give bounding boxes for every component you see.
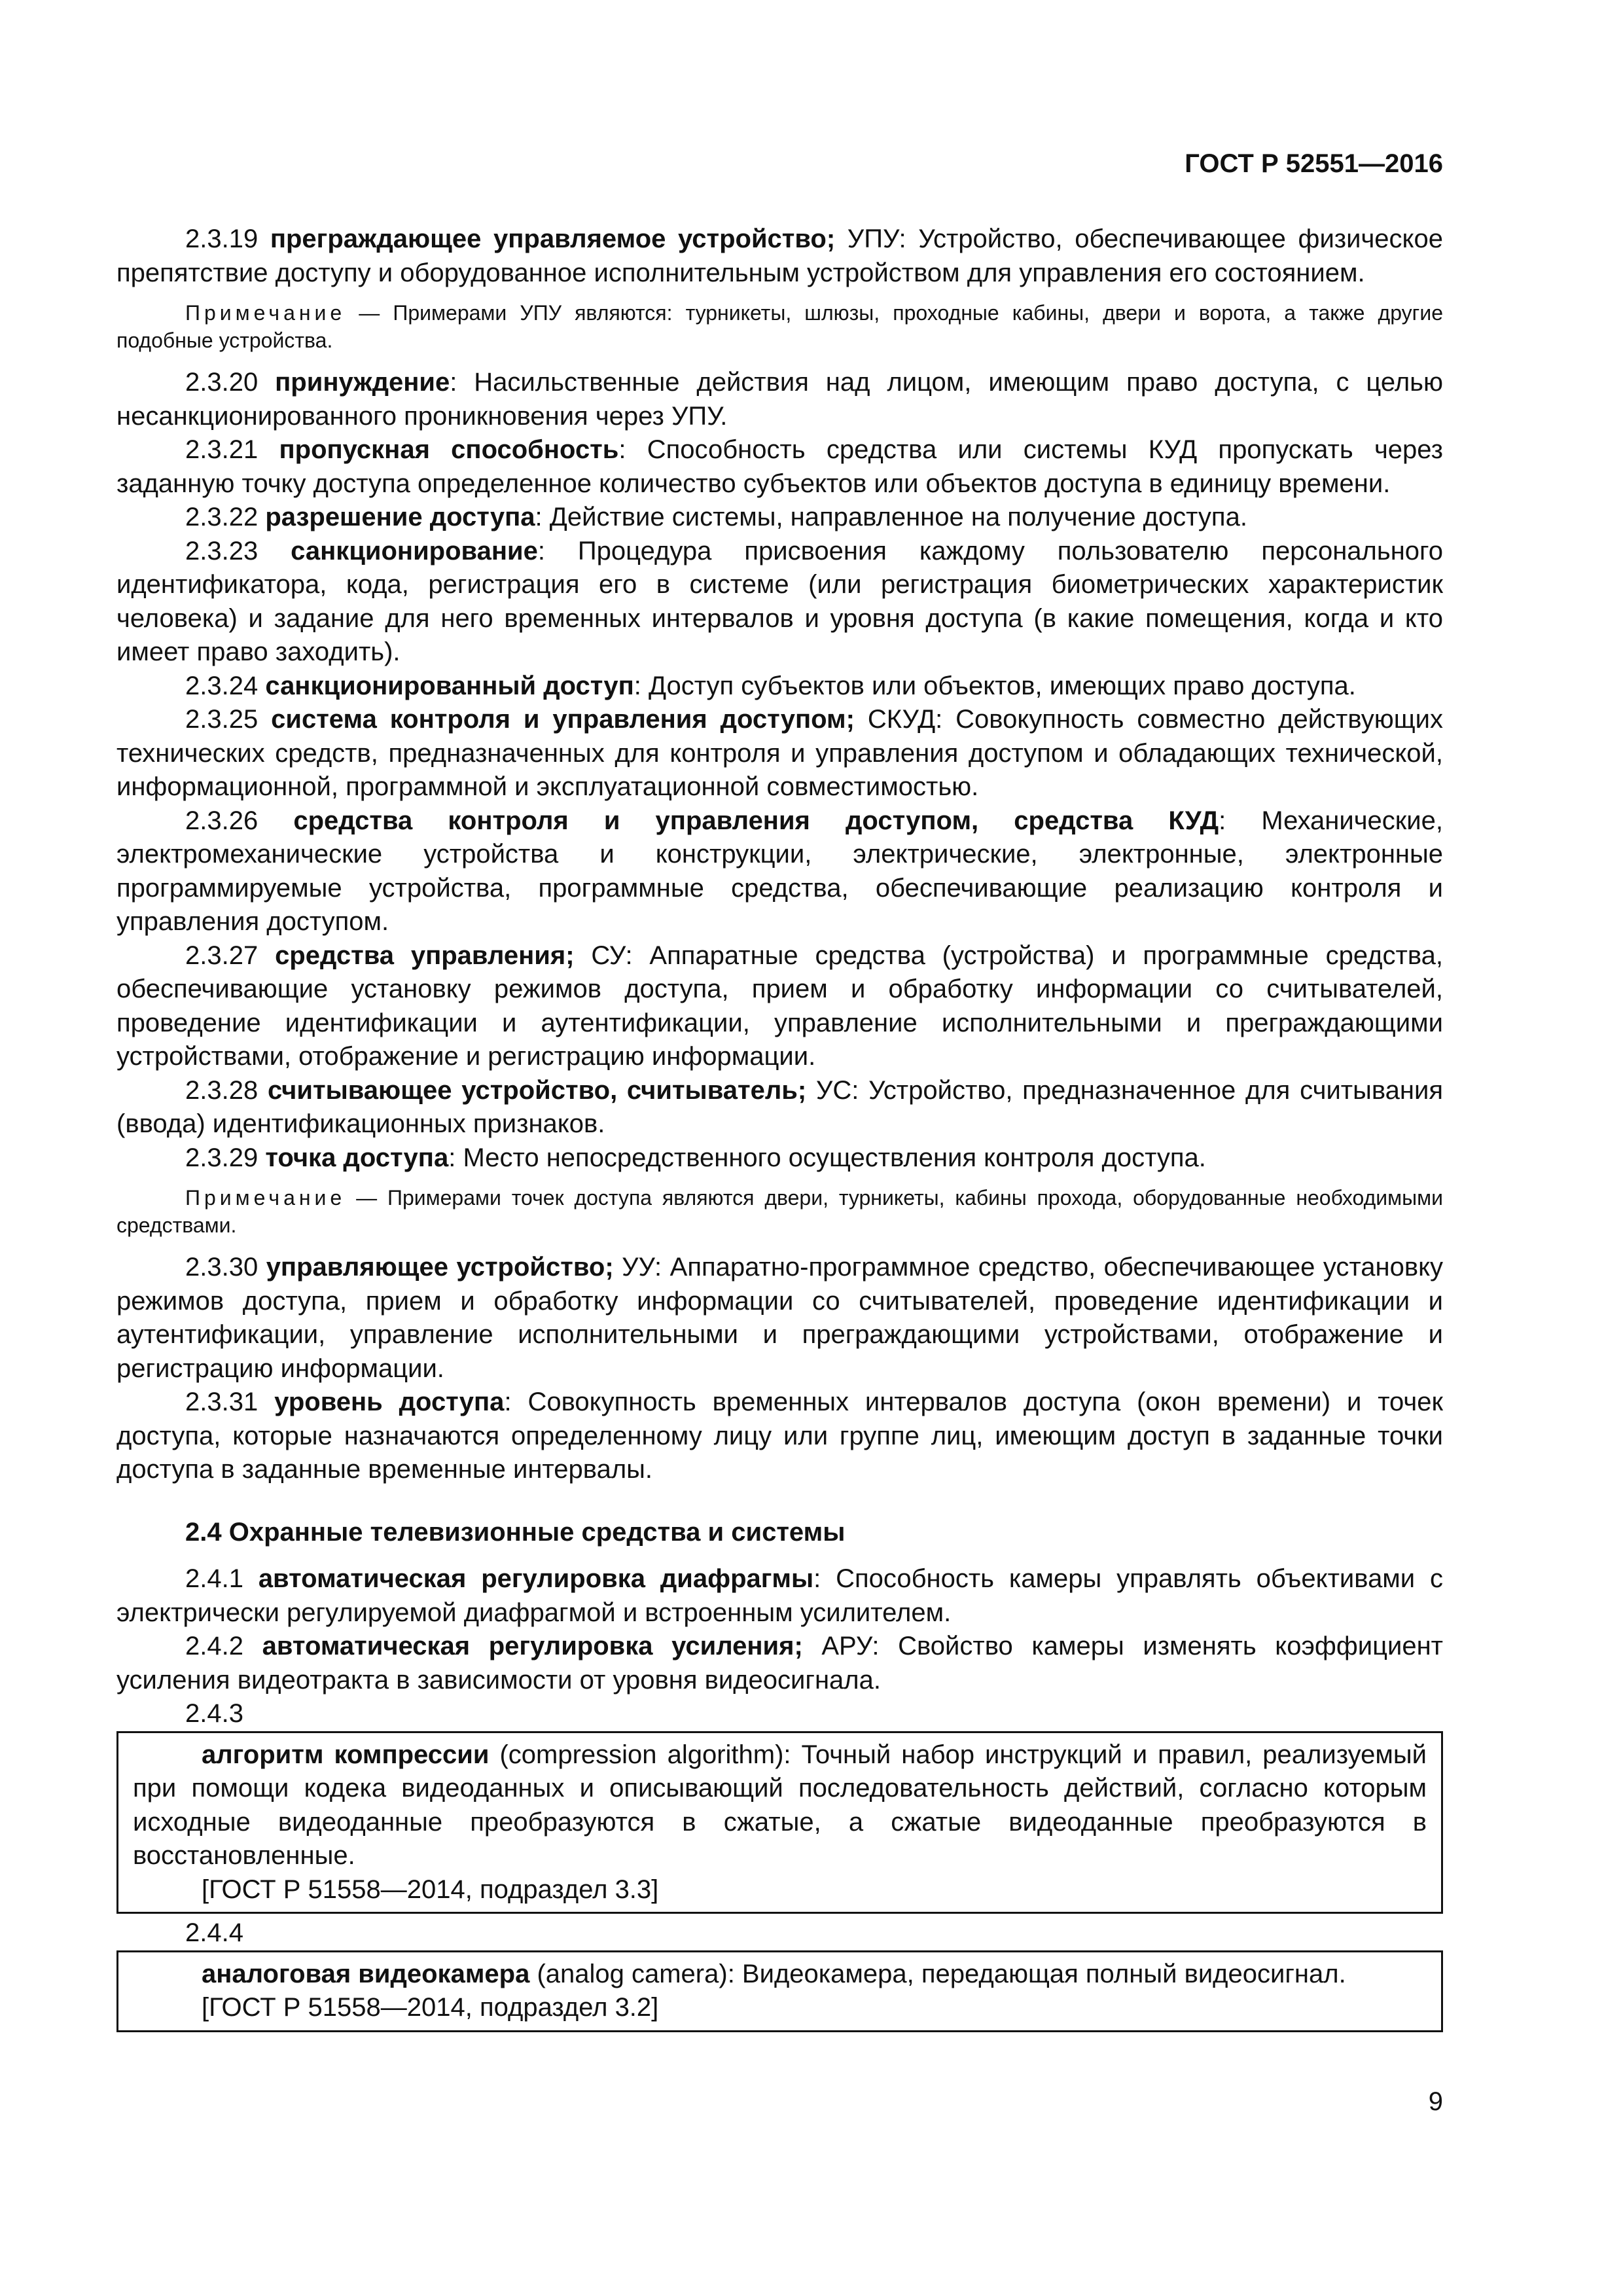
entry-number: 2.3.28 bbox=[185, 1075, 268, 1105]
entry-definition: СКУД: Совокупность совместно действующих технических средств, предназначенных для контроля и управления доступом и обладающих технической, информационной, программной и эксплуатационной совместимостью. bbox=[116, 705, 1444, 801]
entry-term: санкционирование bbox=[291, 536, 538, 565]
definition-entry bbox=[116, 1074, 1443, 1141]
entry-definition: : Место непосредственного осуществления контроля доступа. bbox=[448, 1143, 1206, 1172]
entry-number: 2.3.29 bbox=[185, 1143, 266, 1172]
entry-definition: : Процедура присвоения каждому пользователю персонального идентификатора, кода, регистрация его в системе (или регистрация биометрических характеристик человека) и задание для него временных интервалов и уровня доступа (в какие помещения, когда и кто имеет право заходить). bbox=[116, 536, 1443, 666]
definition-entry bbox=[116, 1141, 1443, 1175]
note-2 bbox=[116, 1184, 1443, 1239]
entry-term: алгоритм компрессии bbox=[202, 1740, 490, 1769]
entry-term: разрешение доступа bbox=[265, 503, 535, 531]
entry-definition: УПУ: Устройство, обеспечивающее физическое препятствие доступу и оборудованное исполнительным устройством для управления его состоянием. bbox=[116, 224, 1443, 287]
entry-definition: АРУ: Свойство камеры изменять коэффициент усиления видеотракта в зависимости от уровня видеосигнала. bbox=[116, 1632, 1443, 1695]
entry-term: уровень доступа bbox=[274, 1388, 505, 1416]
entry-number: 2.3.30 bbox=[185, 1253, 266, 1282]
entry-definition: : Способность средства или системы КУД пропускать через заданную точку доступа определенное количество субъектов или объектов доступа в единицу времени. bbox=[116, 435, 1443, 498]
boxed-definition-compression-algorithm bbox=[116, 1731, 1443, 1914]
entry-number: 2.4.1 bbox=[185, 1564, 259, 1593]
entry-term: пропускная способность bbox=[279, 435, 619, 464]
definition-entry bbox=[116, 223, 1443, 290]
entry-term: точка доступа bbox=[265, 1143, 449, 1172]
document-code-header: ГОСТ Р 52551—2016 bbox=[1185, 149, 1443, 178]
boxed-definition-text bbox=[133, 1738, 1427, 1873]
entry-term: управляющее устройство; bbox=[266, 1253, 614, 1282]
note-label: Примечание bbox=[185, 301, 346, 325]
entry-number: 2.3.20 bbox=[185, 368, 276, 397]
entry-definition: : Способность камеры управлять объективами с электрически регулируемой диафрагмой и встроенным усилителем. bbox=[116, 1564, 1443, 1627]
entry-definition: : Механические, электромеханические устройства и конструкции, электрические, электронные, электронные программируемые устройства, программные средства, обеспечивающие реализацию контроля и управления доступом. bbox=[116, 806, 1444, 936]
definition-entry bbox=[116, 535, 1443, 670]
entry-definition: : Действие системы, направленное на получение доступа. bbox=[535, 503, 1247, 531]
source-reference: [ГОСТ Р 51558—2014, подраздел 3.3] bbox=[202, 1874, 659, 1904]
definition-entry bbox=[116, 1251, 1443, 1386]
entry-number: 2.3.25 bbox=[185, 705, 272, 734]
entry-number: 2.3.27 bbox=[185, 941, 276, 970]
definition-entry bbox=[116, 804, 1443, 939]
entry-number: 2.3.23 bbox=[185, 536, 291, 565]
entry-term: принуждение bbox=[275, 368, 450, 397]
entry-definition: (analog camera): Видеокамера, передающая полный видеосигнал. bbox=[529, 1959, 1346, 1988]
entry-number-2-4-3: 2.4.3 bbox=[185, 1699, 243, 1728]
definition-entry bbox=[116, 939, 1443, 1074]
entry-term: средства управления; bbox=[275, 941, 575, 970]
note-text: — Примерами точек доступа являются двери, турникеты, кабины прохода, оборудованные необходимыми средствами. bbox=[116, 1186, 1443, 1237]
definition-entry bbox=[116, 670, 1443, 704]
entry-term: автоматическая регулировка усиления; bbox=[262, 1632, 803, 1660]
entry-number: 2.3.21 bbox=[185, 435, 279, 464]
entry-term: санкционированный доступ bbox=[265, 671, 634, 700]
entry-definition: УС: Устройство, предназначенное для считывания (ввода) идентификационных признаков. bbox=[116, 1075, 1444, 1138]
entry-number: 2.3.22 bbox=[185, 503, 266, 531]
definition-entry bbox=[116, 1386, 1443, 1487]
entry-term: преграждающее управляемое устройство; bbox=[270, 224, 836, 253]
entry-term: аналоговая видеокамера bbox=[202, 1959, 530, 1988]
entry-definition: : Совокупность временных интервалов доступа (окон времени) и точек доступа, которые назначаются определенному лицу или группе лиц, имеющим доступ в заданные точки доступа в заданные временные интервалы. bbox=[116, 1388, 1444, 1484]
entries-group-c bbox=[116, 1251, 1443, 1487]
note-1 bbox=[116, 299, 1443, 354]
main-content bbox=[116, 223, 1443, 2032]
entry-term: система контроля и управления доступом; bbox=[271, 705, 855, 734]
definition-entry bbox=[116, 1562, 1443, 1630]
entry-number: 2.4.2 bbox=[185, 1632, 262, 1660]
entry-number: 2.3.26 bbox=[185, 806, 294, 835]
entry-number: 2.3.19 bbox=[185, 224, 270, 253]
entry-term: считывающее устройство, считыватель; bbox=[267, 1075, 807, 1105]
boxed-definition-analog-camera bbox=[116, 1950, 1443, 2032]
boxed-definition-text bbox=[133, 1958, 1427, 1992]
section-heading: 2.4 Охранные телевизионные средства и системы bbox=[185, 1517, 846, 1547]
entry-definition: УУ: Аппаратно-программное средство, обеспечивающее установку режимов доступа, прием и обработку информации со считывателей, проведение идентификации и аутентификации, управление исполнительными и преграждающими устройствами, отображение и регистрацию информации. bbox=[116, 1253, 1444, 1383]
entries-group-a bbox=[116, 223, 1443, 290]
definition-entry bbox=[116, 433, 1443, 501]
entries-group-d bbox=[116, 1562, 1443, 1697]
entry-definition: СУ: Аппаратные средства (устройства) и программные средства, обеспечивающие установку режимов доступа, прием и обработку информации со считывателей, проведение идентификации и аутентификации, управление исполнительными и преграждающими устройствами, отображение и регистрацию информации. bbox=[116, 941, 1444, 1071]
note-label: Примечание bbox=[185, 1186, 346, 1210]
entry-term: автоматическая регулировка диафрагмы bbox=[258, 1564, 814, 1593]
entry-definition: : Насильственные действия над лицом, имеющим право доступа, с целью несанкционированного проникновения через УПУ. bbox=[116, 368, 1443, 431]
entry-number: 2.3.24 bbox=[185, 671, 266, 700]
entry-definition: (compression algorithm): Точный набор инструкций и правил, реализуемый при помощи кодека видеоданных и описывающий последовательность действий, согласно которым исходные видеоданные преобразуются в сжатые, а сжатые видеоданные преобразуются в восстановленные. bbox=[133, 1740, 1427, 1870]
entries-group-b bbox=[116, 366, 1443, 1175]
page-number: 9 bbox=[1428, 2087, 1443, 2116]
definition-entry bbox=[116, 703, 1443, 804]
definition-entry bbox=[116, 1630, 1443, 1697]
note-text: — Примерами УПУ являются: турникеты, шлюзы, проходные кабины, двери и ворота, а также другие подобные устройства. bbox=[116, 301, 1443, 352]
entry-number-2-4-4: 2.4.4 bbox=[185, 1918, 243, 1947]
definition-entry bbox=[116, 501, 1443, 535]
source-reference: [ГОСТ Р 51558—2014, подраздел 3.2] bbox=[202, 1993, 659, 2022]
definition-entry bbox=[116, 366, 1443, 433]
entry-number: 2.3.31 bbox=[185, 1388, 275, 1416]
entry-definition: : Доступ субъектов или объектов, имеющих право доступа. bbox=[633, 671, 1356, 700]
entry-term: средства контроля и управления доступом, средства КУД bbox=[293, 806, 1219, 835]
